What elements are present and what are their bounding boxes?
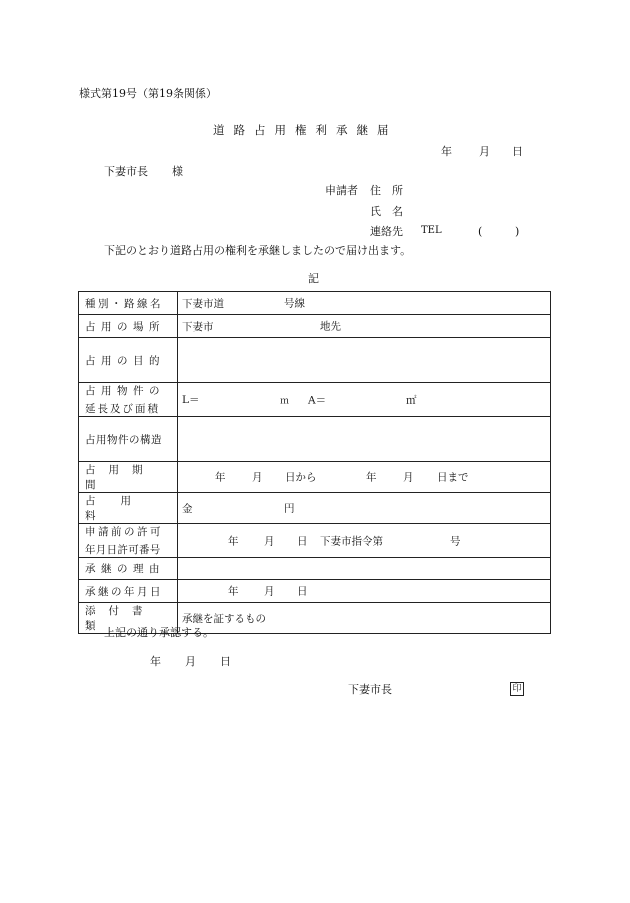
route-city: 下妻市道 <box>182 297 224 310</box>
period-start-day: 日から <box>285 471 317 484</box>
succession-month: 月 <box>264 585 275 598</box>
extent-label-line2: 延長及び面積 <box>85 403 160 415</box>
table-row <box>79 558 551 580</box>
table-row <box>79 462 551 493</box>
addressee-honorific: 様 <box>172 165 183 178</box>
date-year: 年 <box>441 145 452 158</box>
approval-day: 日 <box>220 655 231 668</box>
structure-label: 占用物件の構造 <box>85 433 162 446</box>
table-row <box>79 493 551 524</box>
table-row <box>79 417 551 462</box>
location-city: 下妻市 <box>182 320 214 333</box>
seal-stamp <box>510 682 524 696</box>
application-table <box>78 291 551 634</box>
area-unit: ㎡ <box>406 394 417 406</box>
approval-text: 上記の通り承認する。 <box>104 626 214 639</box>
fee-prefix: 金 <box>182 502 193 515</box>
period-start-month: 月 <box>252 471 263 484</box>
approval-month: 月 <box>185 655 196 668</box>
row-label-route <box>85 296 174 311</box>
location-suffix: 地先 <box>320 320 341 333</box>
table-row <box>79 292 551 315</box>
fee-unit: 円 <box>284 502 295 515</box>
permit-number-suffix: 号 <box>450 535 461 547</box>
intro-text: 下記のとおり道路占用の権利を承継しましたので届け出ます。 <box>104 244 412 257</box>
period-label: 占用期間 <box>85 464 156 491</box>
form-number: 様式第19号（第19条関係） <box>79 87 217 100</box>
extent-label-line1: 占用物件の <box>85 385 165 397</box>
purpose-value <box>178 338 551 383</box>
purpose-label: 占用の目的 <box>85 354 165 367</box>
succession-date-label: 承継の年月日 <box>85 585 163 598</box>
permit-day: 日 <box>297 535 308 547</box>
addressee-name: 下妻市長 <box>104 165 148 178</box>
table-row <box>79 383 551 417</box>
tel-paren-open: ( <box>478 225 483 238</box>
period-end-month: 月 <box>403 471 414 484</box>
structure-value <box>178 417 551 462</box>
attachments-value: 承継を証するもの <box>182 612 266 625</box>
attachments-label: 添付書類 <box>85 605 156 632</box>
approval-year: 年 <box>150 655 161 668</box>
succession-reason-label: 承継の理由 <box>85 563 165 575</box>
succession-day: 日 <box>297 585 308 598</box>
ki-label: 記 <box>308 272 319 285</box>
contact-label: 連絡先 <box>370 225 403 238</box>
address-label: 住 所 <box>370 184 403 197</box>
period-start-year: 年 <box>215 471 226 484</box>
period-end-day: 日まで <box>437 471 469 484</box>
period-end-year: 年 <box>366 471 377 484</box>
table-row <box>79 315 551 338</box>
applicant-label: 申請者 <box>325 184 358 197</box>
permit-year: 年 <box>228 535 239 547</box>
table-row <box>79 580 551 603</box>
name-label: 氏 名 <box>370 205 403 218</box>
permit-order-label: 下妻市指令第 <box>320 535 383 547</box>
location-label: 占用の場所 <box>85 320 165 333</box>
approver-name: 下妻市長 <box>348 683 392 696</box>
table-row <box>79 524 551 558</box>
route-number-suffix: 号線 <box>284 297 305 310</box>
seal-char: 印 <box>512 684 522 694</box>
table-row <box>79 338 551 383</box>
tel-paren-close: ) <box>515 225 520 238</box>
prior-permit-label-line2: 年月日許可番号 <box>85 544 161 556</box>
fee-label: 占用料 <box>85 495 156 522</box>
date-day: 日 <box>512 145 523 158</box>
permit-month: 月 <box>264 535 275 547</box>
succession-reason-value <box>178 558 551 580</box>
tel-label: TEL <box>421 225 442 236</box>
document-title: 道路占用権利承継届 <box>213 123 398 137</box>
succession-year: 年 <box>228 585 239 598</box>
length-label: L＝ <box>182 394 200 406</box>
prior-permit-label-line1: 申請前の許可 <box>85 526 163 538</box>
length-unit: ｍ <box>280 396 290 406</box>
route-label: 種別・路線名 <box>85 297 163 310</box>
date-month: 月 <box>479 145 490 158</box>
area-label: A＝ <box>308 394 327 406</box>
